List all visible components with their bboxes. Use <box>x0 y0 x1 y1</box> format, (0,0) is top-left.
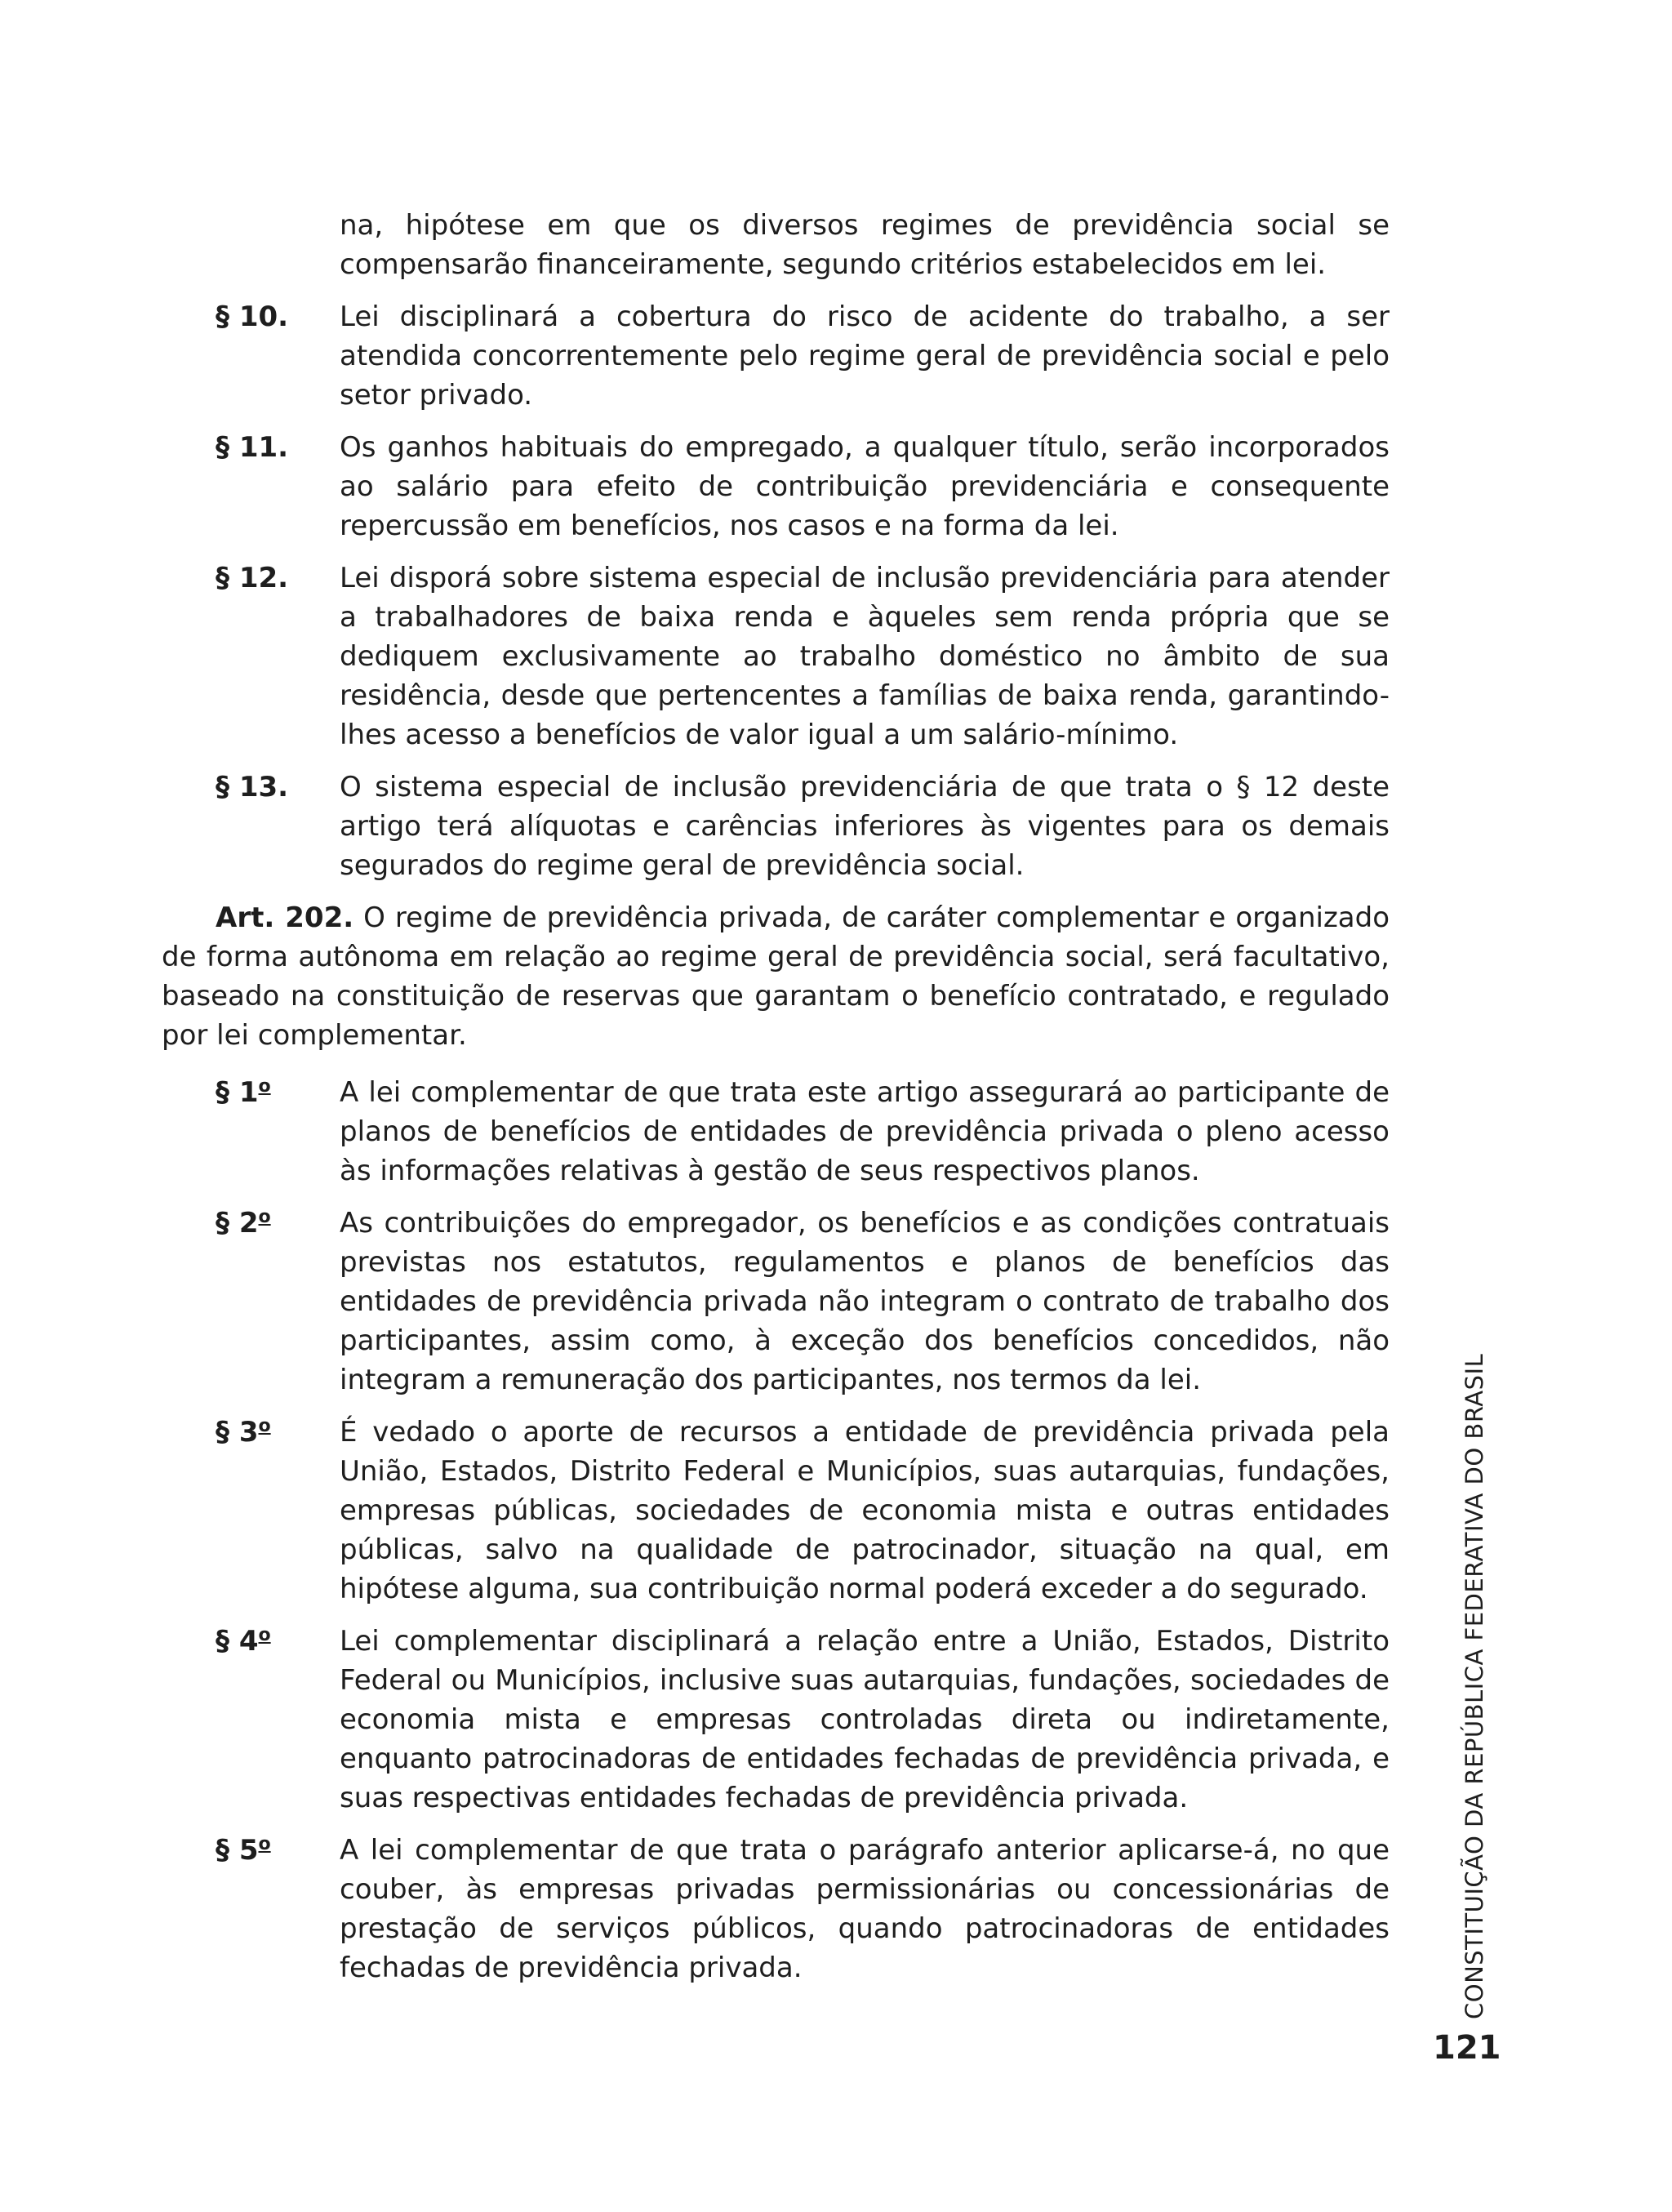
ordinal-mark: o <box>258 1625 271 1645</box>
page-body <box>162 206 1390 2001</box>
paragraph-label: § 11. <box>216 431 289 464</box>
paragraph-number: § 5 <box>216 1834 259 1867</box>
ordinal-mark: o <box>258 1834 271 1854</box>
paragraph-text: Lei complementar disciplinará a relação entre a União, Estados, Distrito Federal ou Municípios, inclusive suas autarquias, fundações, sociedades de economia mista e empresas controladas direta ou indiretamente, enquanto patrocinadoras de entidades fechadas de previdência privada, e suas respectivas entidades fechadas de previdência privada. <box>340 1625 1390 1814</box>
continuation-text: na, hipótese em que os diversos regimes de previdência social se compensarão financeiramente, segundo critérios estabelecidos em lei. <box>340 209 1390 281</box>
paragraph-text: A lei complementar de que trata este artigo assegurará ao participante de planos de benefícios de entidades de previdência privada o pleno acesso às informações relativas à gestão de seus respectivos planos. <box>340 1076 1390 1187</box>
paragraph-text: É vedado o aporte de recursos a entidade de previdência privada pela União, Estados, Distrito Federal e Municípios, suas autarquias, fundações, empresas públicas, sociedades de economia mista e outras entidades públicas, salvo na qualidade de patrocinador, situação na qual, em hipótese alguma, sua contribuição normal poderá exceder a do segurado. <box>340 1416 1390 1605</box>
paragraph-label: § 13. <box>216 771 289 803</box>
paragraph-1 <box>162 1073 1390 1191</box>
paragraph-number: § 3 <box>216 1416 259 1449</box>
paragraph-10 <box>162 297 1390 415</box>
running-side-title: CONSTITUIÇÃO DA REPÚBLICA FEDERATIVA DO BRASIL <box>1461 1353 1488 2019</box>
paragraph-label <box>162 1622 340 1661</box>
paragraph-3 <box>162 1413 1390 1609</box>
paragraph-text: Lei disporá sobre sistema especial de inclusão previdenciária para atender a trabalhadores de baixa renda e àqueles sem renda própria que se dediquem exclusivamente ao trabalho doméstico no âmbito de sua residência, desde que pertencentes a famílias de baixa renda, garantindo-lhes acesso a benefícios de valor igual a um salário-mínimo. <box>340 562 1390 751</box>
paragraph-13 <box>162 768 1390 885</box>
paragraph-text: Lei disciplinará a cobertura do risco de acidente do trabalho, a ser atendida concorrentemente pelo regime geral de previdência social e pelo setor privado. <box>340 300 1390 412</box>
ordinal-mark: o <box>258 1416 271 1436</box>
paragraph-text: A lei complementar de que trata o parágrafo anterior aplicarse-á, no que couber, às empresas privadas permissionárias ou concessionárias de prestação de serviços públicos, quando patrocinadoras de entidades fechadas de previdência privada. <box>340 1834 1390 1984</box>
paragraph-11 <box>162 428 1390 545</box>
paragraph-label: § 10. <box>216 300 289 333</box>
paragraph-number: § 4 <box>216 1625 259 1658</box>
article-202 <box>162 898 1390 1055</box>
paragraph-label: § 12. <box>216 562 289 594</box>
article-label: Art. 202. <box>216 901 354 934</box>
paragraph-2 <box>162 1204 1390 1400</box>
paragraph-5 <box>162 1831 1390 1987</box>
paragraph-label <box>162 1204 340 1243</box>
article-text: O regime de previdência privada, de caráter complementar e organizado de forma autônoma em relação ao regime geral de previdência social, será facultativo, baseado na constituição de reservas que garantam o benefício contratado, e regulado por lei complementar. <box>162 901 1390 1052</box>
paragraph-text: Os ganhos habituais do empregado, a qualquer título, serão incorporados ao salário para efeito de contribuição previdenciária e consequente repercussão em benefícios, nos casos e na forma da lei. <box>340 431 1390 542</box>
paragraph-number: § 2 <box>216 1207 259 1240</box>
paragraph-text: O sistema especial de inclusão previdenciária de que trata o § 12 deste artigo terá alíquotas e carências inferiores às vigentes para os demais segurados do regime geral de previdência social. <box>340 771 1390 882</box>
paragraph-4 <box>162 1622 1390 1818</box>
paragraph-label <box>162 1413 340 1452</box>
paragraph-label <box>162 1073 340 1112</box>
ordinal-mark: o <box>258 1076 271 1097</box>
paragraph-text: As contribuições do empregador, os benefícios e as condições contratuais previstas nos estatutos, regulamentos e planos de benefícios das entidades de previdência privada não integram o contrato de trabalho dos participantes, assim como, à exceção dos benefícios concedidos, não integram a remuneração dos participantes, nos termos da lei. <box>340 1207 1390 1396</box>
ordinal-mark: o <box>258 1207 271 1227</box>
paragraph-label <box>162 1831 340 1870</box>
page-number: 121 <box>1433 2029 1501 2067</box>
paragraph-12 <box>162 559 1390 754</box>
paragraph-number: § 1 <box>216 1076 259 1109</box>
